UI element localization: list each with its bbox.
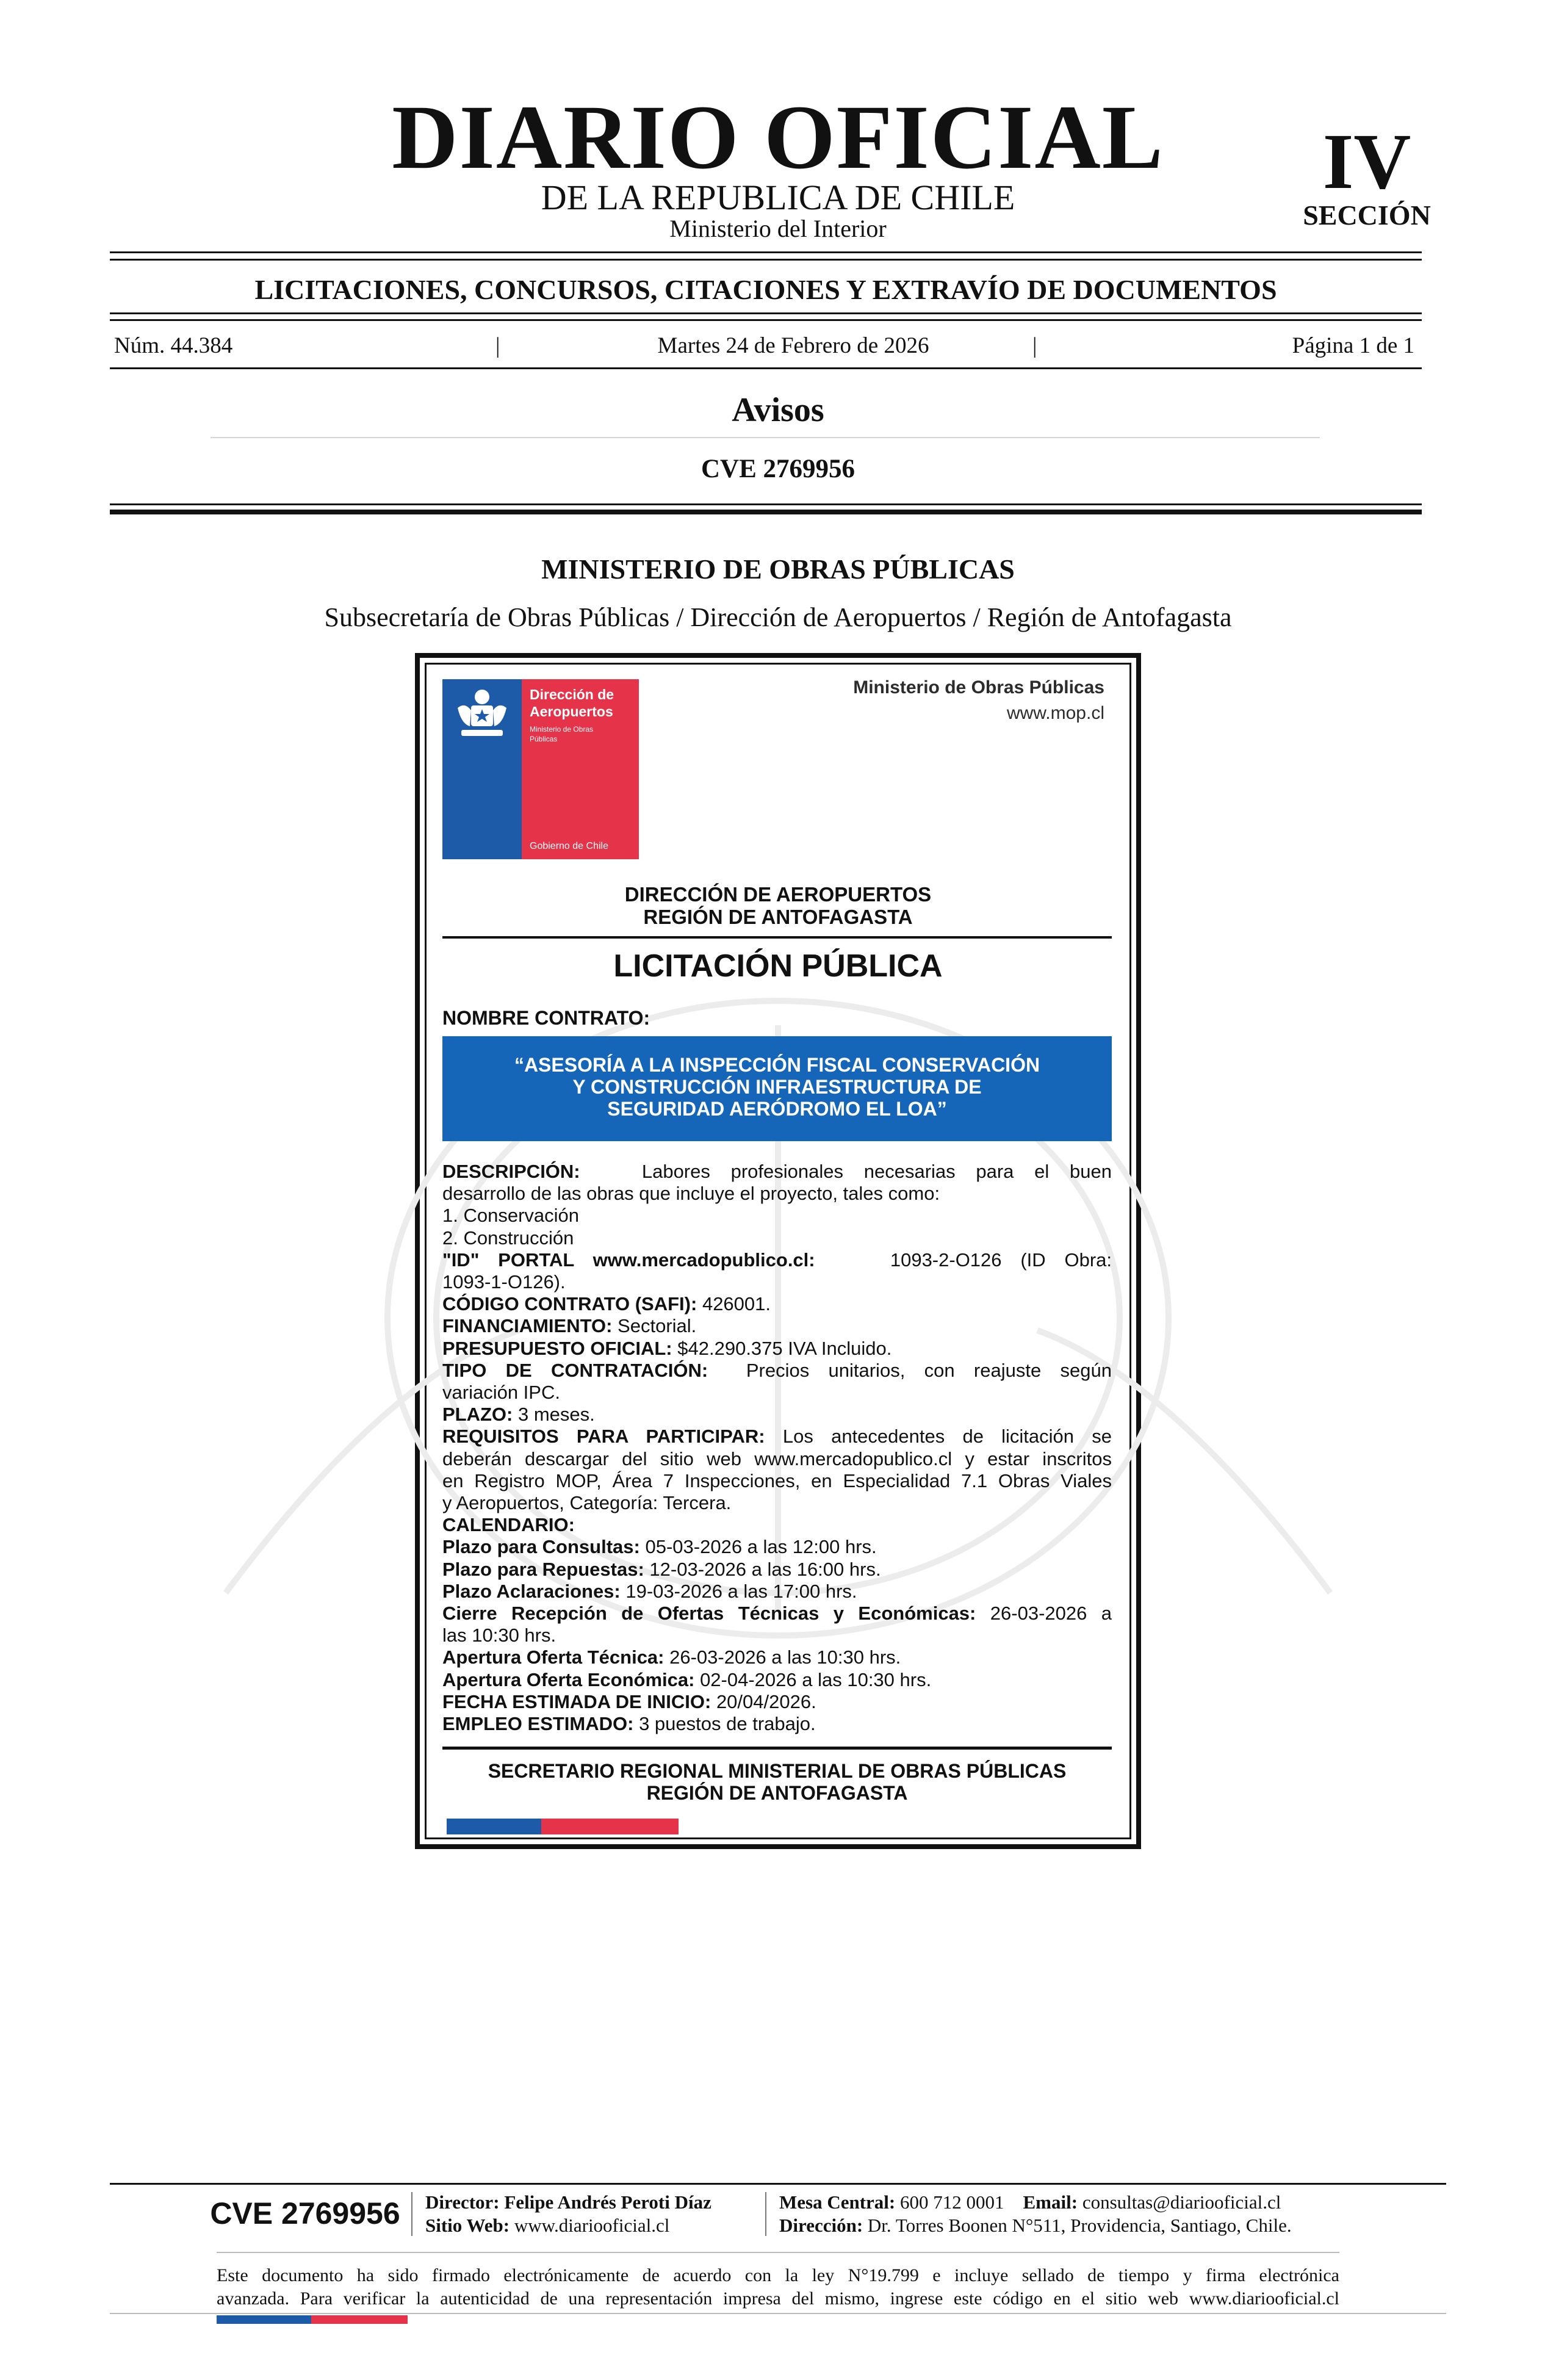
descripcion-item: 2. Construcción	[442, 1227, 574, 1249]
notice-rule	[442, 936, 1112, 939]
cierre-line: Cierre Recepción de Ofertas Técnicas y Económicas: 26-03-2026 a	[442, 1603, 1112, 1625]
footer-contact: Mesa Central: 600 712 0001 Email: consultas@diariooficial.cl Dirección: Dr. Torres Boonen N°511, Providencia, Santiago, Chile.	[779, 2191, 1292, 2236]
requisitos-line: deberán descargar del sitio web www.mercadopublico.cl y estar inscritos	[442, 1448, 1112, 1469]
footer-email-link[interactable]: consultas@diariooficial.cl	[1082, 2191, 1281, 2213]
page-heading: Avisos	[732, 391, 824, 429]
flag-bar-blue	[447, 1819, 541, 1834]
section-title: LICITACIONES, CONCURSOS, CITACIONES Y EXTRAVÍO DE DOCUMENTOS	[254, 274, 1277, 305]
section-number: IV	[1322, 118, 1411, 206]
header-rule	[110, 367, 1422, 369]
footer-flag-bar-red	[311, 2315, 408, 2324]
direction-line-2: REGIÓN DE ANTOFAGASTA	[643, 906, 913, 928]
portal-line: 1093-1-O126).	[442, 1271, 566, 1293]
footer-rule	[217, 2252, 1339, 2253]
secretario-line-2: REGIÓN DE ANTOFAGASTA	[646, 1782, 908, 1804]
empleo-line: EMPLEO ESTIMADO: 3 puestos de trabajo.	[442, 1713, 816, 1735]
direction-line-1: DIRECCIÓN DE AEROPUERTOS	[624, 883, 932, 906]
issue-date: Martes 24 de Febrero de 2026	[657, 333, 929, 358]
logo-line-2: Aeropuertos	[530, 704, 613, 719]
contract-name-label: NOMBRE CONTRATO:	[442, 1007, 650, 1029]
footer-cve: CVE 2769956	[210, 2196, 400, 2230]
codigo-line: CÓDIGO CONTRATO (SAFI): 426001.	[442, 1293, 771, 1315]
footer-rule	[110, 2313, 1446, 2314]
legal-notice: Este documento ha sido firmado electrónicamente de acuerdo con la ley N°19.799 e incluye sellado de tiempo y firma electrónica avanzada. Para verificar la autenticidad de una representación impresa del mismo, ingrese este código en el sitio web www.diariooficial.cl	[217, 2265, 1339, 2309]
repuestas-line: Plazo para Repuestas: 12-03-2026 a las 16:00 hrs.	[442, 1558, 881, 1580]
requisitos-line: en Registro MOP, Área 7 Inspecciones, en Especialidad 7.1 Obras Viales	[442, 1469, 1112, 1491]
descripcion-item: 1. Conservación	[442, 1205, 580, 1227]
aclaraciones-line: Plazo Aclaraciones: 19-03-2026 a las 17:00 hrs.	[442, 1580, 857, 1602]
meta-separator: |	[495, 333, 500, 358]
newspaper-ministry: Ministerio del Interior	[669, 215, 887, 242]
notice-body	[442, 1161, 1112, 1735]
footer-divider	[765, 2192, 766, 2236]
footer-director: Director: Felipe Andrés Peroti Díaz Sitio Web: www.diariooficial.cl	[425, 2191, 711, 2236]
tipo-line: TIPO DE CONTRATACIÓN: Precios unitarios, con reajuste según	[442, 1359, 1112, 1381]
mop-url: www.mop.cl	[1006, 703, 1104, 723]
logo-line-4: Públicas	[530, 735, 558, 743]
footer-rule	[110, 2183, 1446, 2185]
notice-title: LICITACIÓN PÚBLICA	[613, 948, 943, 984]
header-rule	[110, 510, 1422, 514]
footer-flag-bar-blue	[217, 2315, 311, 2324]
section-word: SECCIÓN	[1303, 200, 1431, 231]
newspaper-subtitle: DE LA REPUBLICA DE CHILE	[541, 178, 1015, 217]
inicio-line: FECHA ESTIMADA DE INICIO: 20/04/2026.	[442, 1690, 816, 1712]
cierre-line: las 10:30 hrs.	[442, 1625, 556, 1646]
ministry-heading: MINISTERIO DE OBRAS PÚBLICAS	[541, 554, 1015, 585]
issue-number: Núm. 44.384	[114, 333, 233, 358]
economica-line: Apertura Oferta Económica: 02-04-2026 a las 10:30 hrs.	[442, 1668, 932, 1690]
flag-bar-red	[541, 1819, 679, 1834]
footer-website-link[interactable]: www.diariooficial.cl	[514, 2215, 670, 2236]
cve-code: CVE 2769956	[701, 455, 855, 483]
meta-separator: |	[1032, 333, 1037, 358]
header-rule	[110, 503, 1422, 505]
header-rule	[110, 319, 1422, 321]
logo-bottom-text: Gobierno de Chile	[530, 841, 608, 851]
requisitos-line: REQUISITOS PARA PARTICIPAR: Los antecedentes de licitación se	[442, 1426, 1112, 1448]
notice-rule	[442, 1747, 1112, 1750]
descripcion-line: desarrollo de las obras que incluye el proyecto, tales como:	[442, 1183, 940, 1205]
contract-name-line-1: “ASESORÍA A LA INSPECCIÓN FISCAL CONSERVACIÓN	[514, 1054, 1040, 1076]
header-rule	[110, 259, 1422, 261]
portal-line: "ID" PORTAL www.mercadopublico.cl: 1093-2-O126 (ID Obra:	[442, 1249, 1112, 1271]
page-indicator: Página 1 de 1	[1292, 333, 1414, 358]
plazo-line: PLAZO: 3 meses.	[442, 1404, 595, 1426]
tipo-line: variación IPC.	[442, 1382, 560, 1404]
footer-divider	[411, 2192, 412, 2236]
tecnica-line: Apertura Oferta Técnica: 26-03-2026 a las 10:30 hrs.	[442, 1646, 901, 1668]
requisitos-line: y Aeropuertos, Categoría: Tercera.	[442, 1492, 732, 1514]
contract-name-line-3: SEGURIDAD AERÓDROMO EL LOA”	[607, 1098, 947, 1120]
financiamiento-line: FINANCIAMIENTO: Sectorial.	[442, 1315, 697, 1337]
contract-name-line-2: Y CONSTRUCCIÓN INFRAESTRUCTURA DE	[572, 1076, 982, 1098]
mop-name: Ministerio de Obras Públicas	[853, 677, 1104, 698]
header-rule	[110, 312, 1422, 314]
logo-line-1: Dirección de	[530, 687, 614, 702]
descripcion-line: DESCRIPCIÓN: Labores profesionales necesarias para el buen	[442, 1161, 1112, 1182]
divider	[211, 437, 1320, 438]
header-rule	[110, 251, 1422, 253]
chile-coat-of-arms-icon	[453, 683, 511, 742]
presupuesto-line: PRESUPUESTO OFICIAL: $42.290.375 IVA Incluido.	[442, 1337, 892, 1359]
logo-line-3: Ministerio de Obras	[530, 725, 594, 734]
subsecretaria-line: Subsecretaría de Obras Públicas / Dirección de Aeropuertos / Región de Antofagasta	[324, 602, 1232, 632]
newspaper-title: DIARIO OFICIAL	[392, 87, 1164, 188]
consultas-line: Plazo para Consultas: 05-03-2026 a las 12:00 hrs.	[442, 1536, 877, 1558]
secretario-line-1: SECRETARIO REGIONAL MINISTERIAL DE OBRAS PÚBLICAS	[488, 1760, 1067, 1782]
calendario-heading: CALENDARIO:	[442, 1514, 575, 1536]
